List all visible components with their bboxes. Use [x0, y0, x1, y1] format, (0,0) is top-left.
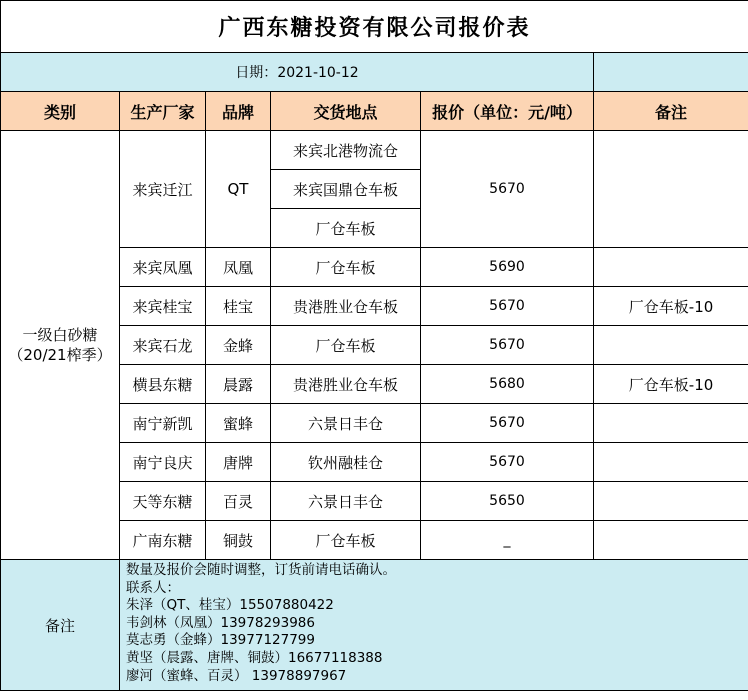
brand-cell: QT [206, 131, 271, 248]
price-cell: 5670 [421, 326, 594, 365]
date-empty-cell [594, 53, 748, 92]
producer-cell: 来宾迁江 [120, 131, 206, 248]
notes-line: 莫志勇（金蜂）13977127799 [126, 632, 315, 649]
remark-cell: 厂仓车板-10 [594, 365, 748, 404]
delivery-cell: 来宾国鼎仓车板 [271, 170, 421, 209]
price-cell: 5680 [421, 365, 594, 404]
delivery-cell: 贵港胜业仓车板 [271, 365, 421, 404]
delivery-cell: 厂仓车板 [271, 209, 421, 248]
table-row [1, 131, 748, 170]
delivery-cell: 钦州融桂仓 [271, 443, 421, 482]
brand-cell: 铜鼓 [206, 521, 271, 560]
notes-line: 联系人： [126, 579, 180, 596]
header-brand: 品牌 [206, 92, 271, 131]
notes-line: 韦剑林（凤凰）13978293986 [126, 614, 315, 631]
price-cell: 5670 [421, 287, 594, 326]
notes-line: 黄坚（晨露、唐牌、铜鼓）16677118388 [126, 649, 383, 666]
date-label: 日期： [235, 65, 278, 81]
remark-cell [594, 443, 748, 482]
brand-cell: 凤凰 [206, 248, 271, 287]
brand-cell: 唐牌 [206, 443, 271, 482]
producer-cell: 来宾凤凰 [120, 248, 206, 287]
notes-row [1, 560, 748, 691]
header-delivery: 交货地点 [271, 92, 421, 131]
producer-cell: 天等东糖 [120, 482, 206, 521]
date-cell [1, 53, 594, 92]
brand-cell: 金蜂 [206, 326, 271, 365]
remark-cell [594, 521, 748, 560]
header-category: 类别 [1, 92, 120, 131]
remark-cell: 厂仓车板-10 [594, 287, 748, 326]
notes-line: 朱泽（QT、桂宝）15507880422 [126, 597, 334, 614]
remark-cell [594, 404, 748, 443]
price-cell: 5670 [421, 131, 594, 248]
price-cell: 5650 [421, 482, 594, 521]
producer-cell: 横县东糖 [120, 365, 206, 404]
brand-cell: 百灵 [206, 482, 271, 521]
producer-cell: 广南东糖 [120, 521, 206, 560]
category-season: （20/21榨季） [8, 346, 112, 364]
delivery-cell: 六景日丰仓 [271, 404, 421, 443]
brand-cell: 桂宝 [206, 287, 271, 326]
page-title: 广西东糖投资有限公司报价表 [1, 1, 748, 53]
delivery-cell: 厂仓车板 [271, 521, 421, 560]
producer-cell: 来宾石龙 [120, 326, 206, 365]
brand-cell: 蜜蜂 [206, 404, 271, 443]
category-name: 一级白砂糖 [22, 326, 98, 344]
price-cell: 5670 [421, 404, 594, 443]
delivery-cell: 厂仓车板 [271, 248, 421, 287]
delivery-cell: 来宾北港物流仓 [271, 131, 421, 170]
category-cell [1, 131, 120, 560]
notes-line: 廖河（蜜蜂、百灵） 13978897967 [126, 667, 347, 684]
delivery-cell: 厂仓车板 [271, 326, 421, 365]
date-value: 2021-10-12 [277, 65, 359, 81]
header-price: 报价（单位：元/吨） [421, 92, 594, 131]
price-cell: 5670 [421, 443, 594, 482]
notes-label: 备注 [1, 560, 120, 691]
producer-cell: 来宾桂宝 [120, 287, 206, 326]
remark-cell [594, 248, 748, 287]
header-remark: 备注 [594, 92, 748, 131]
notes-line: 数量及报价会随时调整，订货前请电话确认。 [126, 562, 396, 578]
producer-cell: 南宁新凯 [120, 404, 206, 443]
price-cell: _ [421, 521, 594, 560]
delivery-cell: 贵港胜业仓车板 [271, 287, 421, 326]
delivery-cell: 六景日丰仓 [271, 482, 421, 521]
remark-cell [594, 482, 748, 521]
notes-content [120, 560, 748, 691]
header-producer: 生产厂家 [120, 92, 206, 131]
producer-cell: 南宁良庆 [120, 443, 206, 482]
brand-cell: 晨露 [206, 365, 271, 404]
remark-cell [594, 326, 748, 365]
price-cell: 5690 [421, 248, 594, 287]
remark-cell [594, 131, 748, 248]
